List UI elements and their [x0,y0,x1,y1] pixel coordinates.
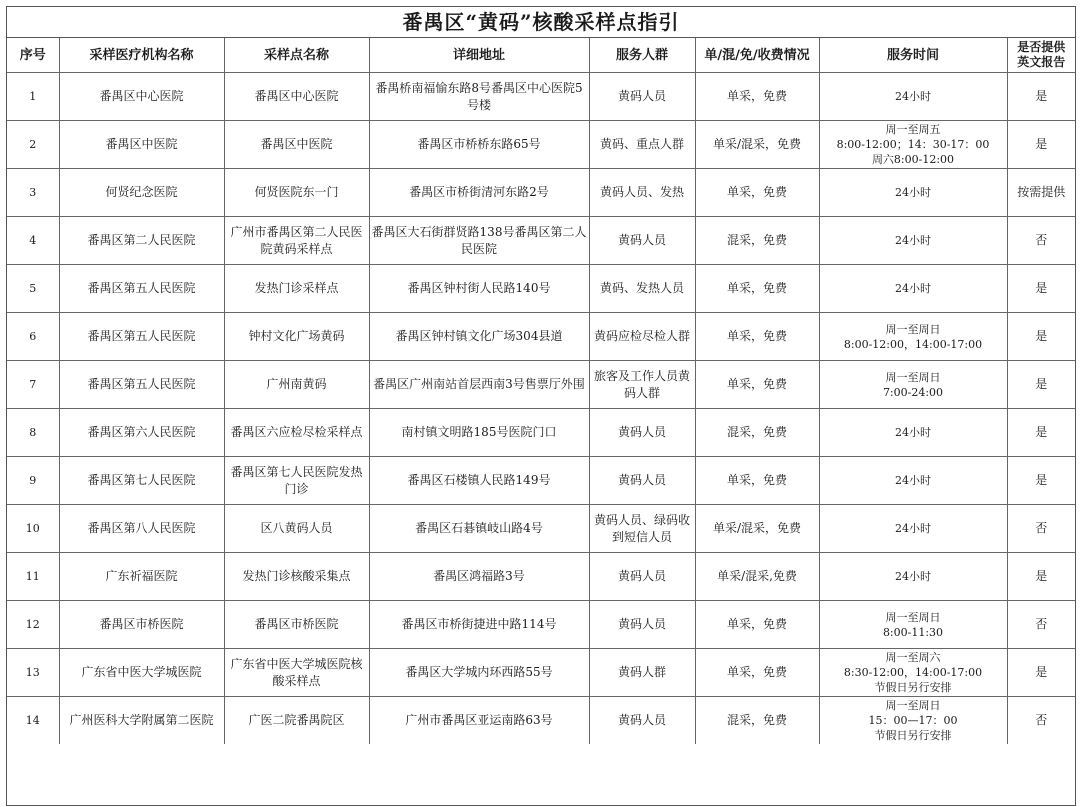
table-row [7,361,1075,409]
cell-service-group: 黄码人员 [589,553,695,601]
table-row [7,649,1075,697]
cell-site-name: 何贤医院东一门 [224,169,369,217]
cell-english-report: 是 [1007,121,1075,169]
table-row [7,409,1075,457]
cell-service-time: 周一至周六 8:30-12:00，14:00-17:00 节假日另行安排 [819,649,1007,697]
cell-english-report: 是 [1007,457,1075,505]
cell-address: 番禺区大石街群贤路138号番禺区第二人民医院 [369,217,589,265]
cell-english-report: 否 [1007,217,1075,265]
cell-site-name: 番禺区六应检尽检采样点 [224,409,369,457]
cell-institution: 番禺区第五人民医院 [59,361,224,409]
cell-service-group: 黄码应检尽检人群 [589,313,695,361]
cell-service-time: 24小时 [819,73,1007,121]
cell-fee: 单采，免费 [695,649,819,697]
cell-service-time: 24小时 [819,505,1007,553]
cell-index: 6 [7,313,59,361]
cell-index: 3 [7,169,59,217]
cell-service-group: 黄码人员 [589,457,695,505]
cell-service-group: 黄码人员 [589,217,695,265]
cell-site-name: 番禺区中医院 [224,121,369,169]
table-header-row [7,38,1075,73]
cell-address: 番禺区鸿福路3号 [369,553,589,601]
cell-fee: 单采，免费 [695,601,819,649]
cell-service-time: 24小时 [819,217,1007,265]
cell-site-name: 广州南黄码 [224,361,369,409]
cell-service-group: 黄码、发热人员 [589,265,695,313]
cell-index: 8 [7,409,59,457]
table-row [7,601,1075,649]
cell-site-name: 广东省中医大学城医院核酸采样点 [224,649,369,697]
sampling-points-table [7,38,1075,744]
cell-index: 13 [7,649,59,697]
cell-institution: 何贤纪念医院 [59,169,224,217]
cell-institution: 番禺区第六人民医院 [59,409,224,457]
cell-index: 7 [7,361,59,409]
cell-service-time: 24小时 [819,265,1007,313]
cell-english-report: 是 [1007,313,1075,361]
cell-service-group: 黄码人员 [589,697,695,745]
table-row [7,457,1075,505]
cell-index: 1 [7,73,59,121]
cell-english-report: 否 [1007,505,1075,553]
table-row [7,553,1075,601]
header-english-report: 是否提供 英文报告 [1007,38,1075,73]
cell-institution: 广州医科大学附属第二医院 [59,697,224,745]
header-service-time: 服务时间 [819,38,1007,73]
cell-institution: 广东祈福医院 [59,553,224,601]
cell-site-name: 番禺区市桥医院 [224,601,369,649]
table-body [7,73,1075,745]
cell-english-report: 是 [1007,553,1075,601]
cell-site-name: 番禺区第七人民医院发热门诊 [224,457,369,505]
cell-fee: 单采，免费 [695,313,819,361]
cell-institution: 广东省中医大学城医院 [59,649,224,697]
cell-service-group: 旅客及工作人员黄码人群 [589,361,695,409]
cell-address: 番禺桥南福愉东路8号番禺区中心医院5号楼 [369,73,589,121]
cell-address: 番禺区钟村街人民路140号 [369,265,589,313]
cell-address: 番禺区石楼镇人民路149号 [369,457,589,505]
cell-english-report: 是 [1007,265,1075,313]
cell-site-name: 钟村文化广场黄码 [224,313,369,361]
cell-address: 番禺区市桥桥东路65号 [369,121,589,169]
header-site-name: 采样点名称 [224,38,369,73]
cell-fee: 混采，免费 [695,697,819,745]
cell-institution: 番禺区市桥医院 [59,601,224,649]
cell-site-name: 发热门诊核酸采集点 [224,553,369,601]
table-row [7,697,1075,745]
cell-fee: 单采/混采,免费 [695,553,819,601]
cell-address: 番禺区大学城内环西路55号 [369,649,589,697]
header-service-group: 服务人群 [589,38,695,73]
cell-fee: 单采/混采，免费 [695,505,819,553]
cell-fee: 单采，免费 [695,265,819,313]
cell-service-group: 黄码人员 [589,73,695,121]
cell-institution: 番禺区第五人民医院 [59,265,224,313]
cell-index: 12 [7,601,59,649]
cell-service-group: 黄码人员 [589,409,695,457]
cell-english-report: 是 [1007,409,1075,457]
cell-address: 广州市番禺区亚运南路63号 [369,697,589,745]
header-fee: 单/混/免/收费情况 [695,38,819,73]
cell-service-time: 周一至周五 8:00-12:00；14：30-17：00 周六8:00-12:00 [819,121,1007,169]
cell-service-group: 黄码人员、绿码收到短信人员 [589,505,695,553]
cell-site-name: 广医二院番禺院区 [224,697,369,745]
header-address: 详细地址 [369,38,589,73]
cell-service-time: 周一至周日 15：00—17：00 节假日另行安排 [819,697,1007,745]
cell-fee: 混采，免费 [695,409,819,457]
cell-index: 10 [7,505,59,553]
table-row [7,169,1075,217]
table-row [7,121,1075,169]
cell-service-group: 黄码人员、发热 [589,169,695,217]
table-row [7,73,1075,121]
cell-service-time: 24小时 [819,457,1007,505]
document-sheet [6,6,1076,806]
cell-service-group: 黄码、重点人群 [589,121,695,169]
cell-index: 11 [7,553,59,601]
page-title: 番禺区“黄码”核酸采样点指引 [7,7,1075,38]
header-institution: 采样医疗机构名称 [59,38,224,73]
cell-index: 9 [7,457,59,505]
cell-index: 14 [7,697,59,745]
cell-fee: 混采，免费 [695,217,819,265]
cell-institution: 番禺区第八人民医院 [59,505,224,553]
cell-index: 5 [7,265,59,313]
cell-fee: 单采，免费 [695,73,819,121]
cell-address: 番禺区广州南站首层西南3号售票厅外围 [369,361,589,409]
cell-fee: 单采/混采，免费 [695,121,819,169]
cell-site-name: 发热门诊采样点 [224,265,369,313]
table-row [7,217,1075,265]
cell-address: 南村镇文明路185号医院门口 [369,409,589,457]
cell-service-group: 黄码人群 [589,649,695,697]
cell-institution: 番禺区第七人民医院 [59,457,224,505]
cell-address: 番禺区钟村镇文化广场304县道 [369,313,589,361]
cell-institution: 番禺区第五人民医院 [59,313,224,361]
cell-site-name: 广州市番禺区第二人民医院黄码采样点 [224,217,369,265]
cell-service-group: 黄码人员 [589,601,695,649]
table-row [7,505,1075,553]
cell-service-time: 24小时 [819,409,1007,457]
cell-address: 番禺区石碁镇岐山路4号 [369,505,589,553]
cell-fee: 单采，免费 [695,457,819,505]
cell-english-report: 否 [1007,697,1075,745]
cell-fee: 单采，免费 [695,361,819,409]
cell-service-time: 24小时 [819,553,1007,601]
cell-english-report: 是 [1007,649,1075,697]
cell-service-time: 24小时 [819,169,1007,217]
cell-english-report: 是 [1007,73,1075,121]
cell-service-time: 周一至周日 8:00-12:00，14:00-17:00 [819,313,1007,361]
cell-service-time: 周一至周日 7:00-24:00 [819,361,1007,409]
cell-english-report: 否 [1007,601,1075,649]
cell-site-name: 区八黄码人员 [224,505,369,553]
cell-institution: 番禺区中心医院 [59,73,224,121]
cell-address: 番禺区市桥街清河东路2号 [369,169,589,217]
cell-english-report: 按需提供 [1007,169,1075,217]
table-row [7,265,1075,313]
header-index: 序号 [7,38,59,73]
cell-service-time: 周一至周日 8:00-11:30 [819,601,1007,649]
cell-english-report: 是 [1007,361,1075,409]
cell-institution: 番禺区第二人民医院 [59,217,224,265]
cell-institution: 番禺区中医院 [59,121,224,169]
table-row [7,313,1075,361]
cell-index: 2 [7,121,59,169]
cell-fee: 单采，免费 [695,169,819,217]
cell-address: 番禺区市桥街捷进中路114号 [369,601,589,649]
cell-site-name: 番禺区中心医院 [224,73,369,121]
cell-index: 4 [7,217,59,265]
